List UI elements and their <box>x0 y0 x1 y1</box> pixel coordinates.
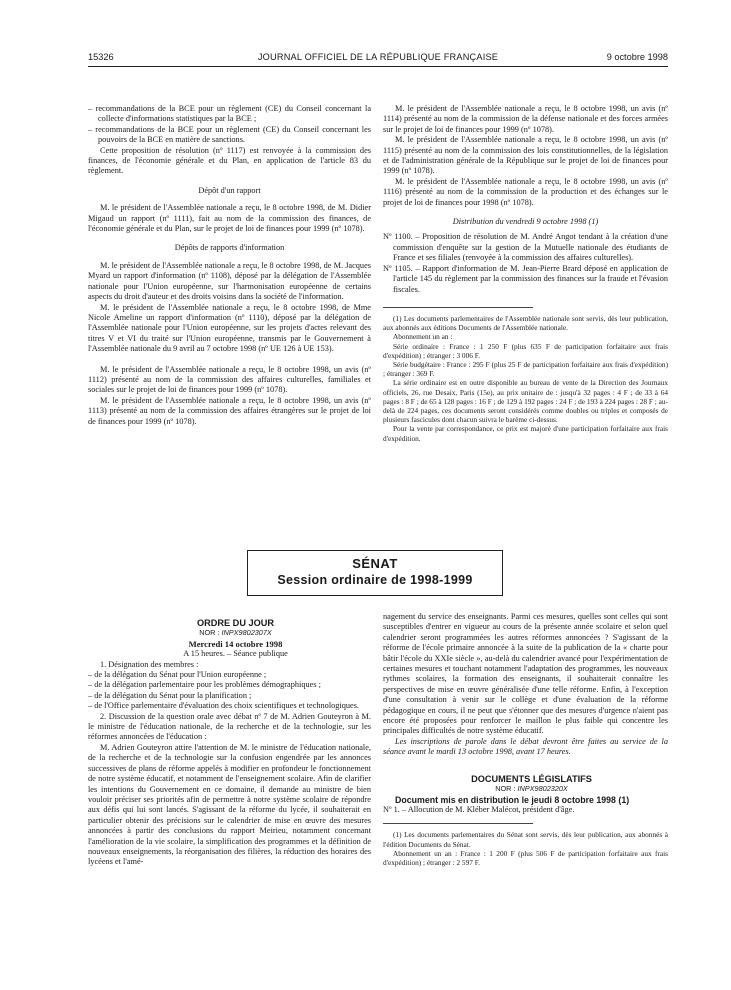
page-header <box>88 52 668 66</box>
footnote: Abonnement un an : France : 1 200 F (plus 506 F de participation forfaitaire aux frais d'expédition) ; étranger : 2 597 F. <box>383 848 668 867</box>
right-bottom-column <box>383 612 668 867</box>
footnote: La série ordinaire est en outre disponible au bureau de vente de la Direction des Journaux officiels, 26, rue Desaix, Paris (15e), au prix unitaire de : jusqu'à 32 pages : 4 F ; de 33 à 64 pages : 8 F ; de 65 à 128 pages : 16 F ; de 129 à 192 pages : 24 F ; de 193 à 224 pages : 28 F ; au-delà de 224 pages, ces documents seront considérés comme doubles ou triples et composés de plusieurs fascicules dont chacun suivra le barème ci-dessus. <box>383 378 668 425</box>
paragraph: M. le président de l'Assemblée nationale a reçu, le 8 octobre 1998, de Mme Nicole Ameline un rapport d'information (nº 1110), déposé par la délégation de l'Assemblée nationale pour l'Union européenne, sur les projets d'actes relevant des titres V et VI du traité sur l'Union européenne, transmis par le Gouvernement à l'Assemblée nationale du 9 avril au 7 octobre 1998 (nº UE 126 à UE 153). <box>88 302 371 354</box>
page-number: 15326 <box>88 52 114 62</box>
document-heading: Document mis en distribution le jeudi 8 octobre 1998 (1) <box>395 794 630 805</box>
footnote: Série budgétaire : France : 295 F (plus 25 F de participation forfaitaire aux frais d'expédition) ; étranger : 369 F. <box>383 359 668 379</box>
section-heading: Dépôt d'un rapport <box>198 185 261 195</box>
issue-date: 9 octobre 1998 <box>606 52 668 62</box>
paragraph: M. le président de l'Assemblée nationale a reçu, le 8 octobre 1998, de M. Didier Migaud un rapport (nº 1111), fait au nom de la commission des finances, de l'économie générale et du Plan, sur le projet de loi de finances pour 1999 (nº 1078). <box>88 203 371 234</box>
footnotes <box>383 314 668 443</box>
left-bottom-column <box>88 618 371 868</box>
list-item: Nº 1100. – Proposition de résolution de M. André Angot tendant à la création d'une commission d'enquête sur la gestion de la Mutuelle nationale des étudiants de France et ses filiales (renvoyée à la commission des affaires culturelles). <box>383 232 668 263</box>
ordre-du-jour-title: ORDRE DU JOUR <box>196 618 275 628</box>
footnote: (1) Les documents parlementaires du Sénat sont servis, dès leur publication, aux abonnés à l'édition Documents du Sénat. <box>383 830 668 849</box>
list-item: – de l'Office parlementaire d'évaluation des choix scientifiques et technologiques. <box>88 701 360 711</box>
senat-box <box>247 550 503 596</box>
paragraph: M. le président de l'Assemblée nationale a reçu, le 8 octobre 1998, un avis (nº 1112) présenté au nom de la commission des affaires culturelles, familiales et sociales sur le projet de loi de finances pour 1999 (nº 1078). <box>88 364 371 395</box>
paragraph: M. le président de l'Assemblée nationale a reçu, le 8 octobre 1998, un avis (nº 1115) présenté au nom de la commission des lois constitutionnelles, de la législation et de l'administration générale de la République sur le projet de loi de finances pour 1999 (nº 1078). <box>383 135 668 176</box>
journal-title: JOURNAL OFFICIEL DE LA RÉPUBLIQUE FRANÇAISE <box>257 52 499 62</box>
paragraph: M. le président de l'Assemblée nationale a reçu, le 8 octobre 1998, un avis (nº 1116) présenté au nom de la commission de la production et des échanges sur le projet de loi de finances pour 1998 (nº 1078). <box>383 176 668 207</box>
inscriptions-note: Les inscriptions de parole dans le débat devront être faites au service de la séance avant le mardi 13 octobre 1998, avant 17 heures. <box>383 736 668 757</box>
list-item: – de la délégation du Sénat pour l'Union européenne ; <box>88 670 267 680</box>
nor-reference: NOR : INPX9802320X <box>495 784 568 794</box>
senat-subtitle: Session ordinaire de 1998-1999 <box>277 573 473 587</box>
header-rule <box>88 66 668 67</box>
paragraph: M. le président de l'Assemblée nationale a reçu, le 8 octobre 1998, de M. Jacques Myard un rapport d'information (nº 1108), déposé par la délégation de l'Assemblée nationale pour l'Union européenne, sur l'harmonisation européenne de certains aspects du droit d'auteur et des droits voisins dans la société de l'information. <box>88 260 371 302</box>
renvoi-paragraph: Cette proposition de résolution (nº 1117) est renvoyée à la commission des finances, de l'économie générale et du Plan, en application de l'article 83 du règlement. <box>88 145 371 176</box>
list-item: – de la délégation parlementaire pour les problèmes démographiques ; <box>88 680 321 690</box>
footnote: Abonnement un an : <box>393 332 453 342</box>
footnotes <box>383 830 668 867</box>
footnote: Pour la vente par correspondance, ce prix est majoré d'une participation forfaitaire aux frais d'expédition. <box>383 424 668 443</box>
footnote: (1) Les documents parlementaires de l'Assemblée nationale sont servis, dès leur publication, aux abonnés aux éditions Documents de l'Assemblée nationale. <box>383 313 668 333</box>
footnote-rule <box>383 307 533 308</box>
session-time: A 15 heures. – Séance publique <box>183 649 288 659</box>
documents-legislatifs-title: DOCUMENTS LÉGISLATIFS <box>471 773 592 784</box>
footnote: Série ordinaire : France : 1 250 F (plus 635 F de participation forfaitaire aux frais d'expédition) ; étranger : 3 006 F. <box>383 341 668 360</box>
session-date: Mercredi 14 octobre 1998 <box>188 638 283 649</box>
agenda-point: 1. Désignation des membres : <box>100 659 199 669</box>
list-item: – recommandations de la BCE pour un règlement (CE) du Conseil concernant la collecte d'informations statistiques par la BCE ; <box>88 104 371 124</box>
right-top-column <box>383 104 668 443</box>
document-item: Nº 1. – Allocution de M. Kléber Malécot, président d'âge. <box>383 804 575 814</box>
paragraph: M. le président de l'Assemblée nationale a reçu, le 8 octobre 1998, un avis (nº 1114) présenté au nom de la commission de la défense nationale et des forces armées sur le projet de loi de finances pour 1999 (nº 1078). <box>383 104 668 134</box>
section-heading: Dépôts de rapports d'information <box>174 243 285 253</box>
agenda-point: 2. Discussion de la question orale avec débat nº 7 de M. Adrien Gouteyron à M. le ministre de l'éducation nationale, de la recherche et de la technologie, sur les réformes annoncées de l'éducation : <box>88 711 371 742</box>
senat-title: SÉNAT <box>352 556 398 571</box>
list-item: Nº 1105. – Rapport d'information de M. Jean-Pierre Brard déposé en application de l'article 145 du règlement par la commission des finances sur la fraude et l'évasion fiscales. <box>383 263 668 294</box>
left-top-column <box>88 104 371 427</box>
distribution-heading: Distribution du vendredi 9 octobre 1998 (1) <box>452 217 599 227</box>
question-text: M. Adrien Gouteyron attire l'attention de M. le ministre de l'éducation nationale, de la recherche et de la technologie sur la confusion engendrée par les annonces successives de plans de réforme appelés à modifier en profondeur le fonctionnement de notre système éducatif, et notamment de l'enseignement scolaire. Afin de clarifier les intentions du Gouvernement en ce domaine, il demande au ministre de bien vouloir préciser ses priorités afin de permettre à notre système scolaire de répondre aux défis qui lui sont lancés. S'agissant de la réforme du lycée, il souhaiterait en particulier obtenir des précisions sur le calendrier de mise en œuvre des mesures annoncées à partir des conclusions du rapport Meirieu, notamment concernant l'amélioration de la vie scolaire, la simplification des programmes et la définition de nouveaux enseignements, la réorganisation des filières, la réduction des horaires des lycéens et l'amé- <box>88 742 371 867</box>
list-item: – de la délégation du Sénat pour la planification ; <box>88 690 252 700</box>
list-item: – recommandations de la BCE pour un règlement (CE) du Conseil concernant les pouvoirs de la BCE en matière de sanctions. <box>88 124 371 145</box>
nor-reference: NOR : INPX9802307X <box>199 628 272 638</box>
paragraph: M. le président de l'Assemblée nationale a reçu, le 8 octobre 1998, un avis (nº 1113) présenté au nom de la commission des affaires étrangères sur le projet de loi de finances pour 1999 (nº 1078). <box>88 395 371 426</box>
question-continuation: nagement du service des enseignants. Parmi ces mesures, quelles sont celles qui sont susceptibles d'entrer en vigueur au cours de la présente année scolaire et selon quel calendrier seront programmées les autres réformes annoncées ? S'agissant de la réforme de l'école primaire annoncée à la suite de la publication de la « charte pour bâtir l'école du XXIe siècle », au-delà du calendrier avancé pour l'expérimentation de certaines mesures et touchant notamment l'adaptation des programmes, les nouveaux rythmes scolaires, la formation des enseignants, il souhaiterait connaître les perspectives de mise en œuvre généralisée d'une telle réforme. Enfin, à l'exception d'une consultation à venir sur le collège et d'une évaluation de la réforme pédagogique en cours, il ne peut que s'étonner que des mesures d'urgence n'aient pas encore été proposées pour renforcer le maillon le plus faible qui concentre les principales difficultés de notre système éducatif. <box>383 612 668 736</box>
footnote-rule <box>383 823 533 824</box>
